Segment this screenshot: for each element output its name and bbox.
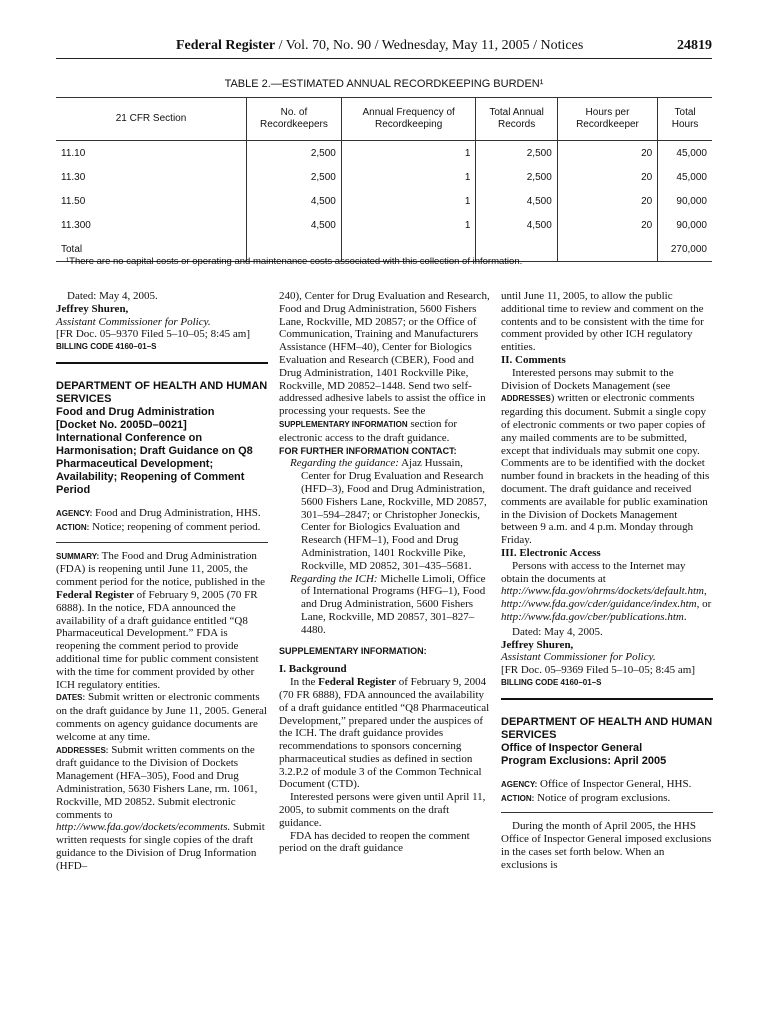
page-number: 24819 bbox=[677, 38, 712, 53]
running-header bbox=[176, 38, 583, 54]
table-cell: 4,500 bbox=[247, 189, 342, 213]
document-title: Program Exclusions: April 2005 bbox=[501, 754, 667, 767]
table-cell: 90,000 bbox=[658, 213, 712, 237]
signer-title: Assistant Commissioner for Policy. bbox=[501, 651, 656, 664]
dockets-link[interactable]: http://www.fda.gov/ohrms/dockets/default.htm bbox=[501, 585, 704, 598]
paragraph: Interested persons were given until April 11, 2005, to submit comments on the draft guidance. bbox=[279, 791, 486, 829]
agency-line: AGENCY: Food and Drug Administration, HHS. bbox=[56, 506, 261, 519]
table-cell: 1 bbox=[341, 189, 476, 213]
paragraph: Persons with access to the Internet may obtain the documents at http://www.fda.gov/ohrms/dockets/default.htm, http://www.fda.gov/cder/guidance/index.htm, or http://www.fda.gov/cber/publications.htm. bbox=[501, 559, 712, 623]
department-heading: DEPARTMENT OF HEALTH AND HUMAN SERVICES bbox=[56, 379, 268, 405]
comments-heading: II. Comments bbox=[501, 353, 566, 366]
column-header: 21 CFR Section bbox=[56, 98, 247, 141]
table-cell: 4,500 bbox=[247, 213, 342, 237]
table-cell: 2,500 bbox=[476, 141, 557, 166]
issue-info: / Vol. 70, No. 90 / Wednesday, May 11, 2005 / Notices bbox=[278, 38, 584, 53]
table-cell: 4,500 bbox=[476, 189, 557, 213]
dated-line: Dated: May 4, 2005. bbox=[67, 290, 158, 302]
divider bbox=[501, 812, 713, 813]
table-cell: 20 bbox=[557, 189, 657, 213]
table-cell: 1 bbox=[341, 165, 476, 189]
table-row bbox=[56, 141, 712, 166]
agency-line: AGENCY: Office of Inspector General, HHS. bbox=[501, 777, 692, 790]
table-cell: 11.50 bbox=[56, 189, 247, 213]
dates-paragraph: DATES: Submit written or electronic comments on the draft guidance by June 11, 2005. General comments on agency guidance documents are welcome at any time. bbox=[56, 691, 267, 743]
billing-code: BILLING CODE 4160–01–S bbox=[56, 342, 157, 352]
signer-title: Assistant Commissioner for Policy. bbox=[56, 315, 211, 328]
docket-number: [Docket No. 2005D–0021] bbox=[56, 418, 187, 431]
dated-line: Dated: May 4, 2005. bbox=[512, 625, 603, 638]
table-cell: 11.30 bbox=[56, 165, 247, 189]
contact-ich: Regarding the ICH: Michelle Limoli, Office of International Programs (HFG–1), Food and Drug Administration, 5600 Fishers Lane, Rockville, MD 20857, 301–827–4480. bbox=[290, 572, 486, 636]
divider bbox=[501, 698, 713, 700]
column-header: Hours per Recordkeeper bbox=[557, 98, 657, 141]
table-cell: 1 bbox=[341, 141, 476, 166]
table-title: TABLE 2.—ESTIMATED ANNUAL RECORDKEEPING BURDEN¹ bbox=[224, 78, 544, 90]
electronic-access-heading: III. Electronic Access bbox=[501, 546, 601, 559]
supplementary-heading: SUPPLEMENTARY INFORMATION: bbox=[279, 645, 427, 656]
table-row bbox=[56, 213, 712, 237]
table-cell: 20 bbox=[557, 165, 657, 189]
billing-code: BILLING CODE 4160–01–S bbox=[501, 677, 602, 687]
column-header: Total Hours bbox=[658, 98, 712, 141]
fr-doc-line: [FR Doc. 05–9370 Filed 5–10–05; 8:45 am] bbox=[56, 328, 251, 341]
action-line: ACTION: Notice; reopening of comment period. bbox=[56, 520, 261, 533]
table-cell: 90,000 bbox=[658, 189, 712, 213]
divider bbox=[56, 362, 268, 364]
action-line: ACTION: Notice of program exclusions. bbox=[501, 791, 671, 804]
table-row bbox=[56, 165, 712, 189]
table-cell: 11.300 bbox=[56, 213, 247, 237]
summary-paragraph: SUMMARY: The Food and Drug Administration (FDA) is reopening until June 11, 2005, the comment period for the notice, published in the Federal Register of February 9, 2005 (70 FR 6888). In the notice, FDA announced the availability of a draft guidance entitled “Q8 Pharmaceutical Development.” FDA is reopening the comment period to provide additional time for public comment consistent with the time for comment provided by other ICH regulatory entities. bbox=[56, 549, 265, 691]
addresses-paragraph: ADDRESSES: Submit written comments on the draft guidance to the Division of Dockets Management (HFA–305), Food and Drug Administration, 5630 Fishers Lane, rm. 1061, Rockville, MD 20852. Submit electronic comments to http://www.fda.gov/dockets/ecomments. Submit written requests for single copies of the draft guidance to the Division of Drug Information (HFD– bbox=[56, 743, 265, 872]
paragraph: Interested persons may submit to the Division of Dockets Management (see ADDRESSES) written or electronic comments regarding this document. Submit a single copy of electronic comments or two paper copies of any mailed comments are to be submitted, except that individuals may submit one copy. Comments are to be identified with the docket number found in brackets in the heading of this document. The draft guidance and received comments are available for public examination in the Division of Dockets Management between 9 a.m. and 4 p.m. Monday through Friday. bbox=[501, 366, 710, 547]
burden-table bbox=[56, 97, 712, 262]
fr-doc-line: [FR Doc. 05–9369 Filed 5–10–05; 8:45 am] bbox=[501, 664, 696, 677]
page-header bbox=[56, 38, 712, 59]
table-cell: 1 bbox=[341, 213, 476, 237]
column-1 bbox=[56, 290, 268, 873]
ecomments-link[interactable]: http://www.fda.gov/dockets/ecomments. bbox=[56, 821, 231, 834]
column-header: Annual Frequency of Recordkeeping bbox=[341, 98, 476, 141]
cber-publications-link[interactable]: http://www.fda.gov/cber/publications.htm bbox=[501, 610, 684, 623]
document-title: International Conference on Harmonisation; Draft Guidance on Q8 Pharmaceutical Development; Availability; Reopening of Comment Period bbox=[56, 431, 253, 496]
table-cell: 2,500 bbox=[476, 165, 557, 189]
table-cell: 4,500 bbox=[476, 213, 557, 237]
total-label: Total bbox=[56, 237, 247, 262]
table-row bbox=[56, 189, 712, 213]
table-cell: 2,500 bbox=[247, 141, 342, 166]
paragraph: During the month of April 2005, the HHS Office of Inspector General imposed exclusions in the cases set forth below. When an exclusions is bbox=[501, 820, 712, 871]
table-cell: 20 bbox=[557, 213, 657, 237]
contact-guidance: Regarding the guidance: Ajaz Hussain, Center for Drug Evaluation and Research (HFD–3), Food and Drug Administration, 5600 Fishers Lane, Rockville, MD 20857, 301–594–2847; or Christopher Joneckis, Center for Biologics Evaluation and Research (HFM–1), Food and Drug Administration, 1401 Rockville Pike, Rockville, MD 20852, 301–435–5681. bbox=[290, 457, 487, 572]
column-header: Total Annual Records bbox=[476, 98, 557, 141]
paragraph: FDA has decided to reopen the comment period on the draft guidance bbox=[279, 829, 470, 855]
table-footnote: ¹There are no capital costs or operating and maintenance costs associated with this collection of information. bbox=[66, 256, 523, 267]
column-3 bbox=[501, 290, 713, 871]
divider bbox=[56, 542, 268, 543]
table-cell: 11.10 bbox=[56, 141, 247, 166]
column-header: No. of Recordkeepers bbox=[247, 98, 342, 141]
signer-name: Jeffrey Shuren, bbox=[56, 302, 129, 315]
column-2 bbox=[279, 290, 491, 855]
table-header-row bbox=[56, 98, 712, 141]
cder-guidance-link[interactable]: http://www.fda.gov/cder/guidance/index.htm bbox=[501, 598, 697, 611]
agency-heading: Food and Drug Administration bbox=[56, 405, 215, 418]
background-heading: I. Background bbox=[279, 663, 347, 676]
journal-title: Federal Register bbox=[176, 38, 276, 53]
paragraph: until June 11, 2005, to allow the public additional time to review and comment on the contents and to be consistent with the time for comment provided by other ICH regulatory entities. bbox=[501, 290, 704, 354]
table-cell: 45,000 bbox=[658, 165, 712, 189]
paragraph: 240), Center for Drug Evaluation and Research, Food and Drug Administration, 5600 Fishers Lane, Rockville, MD 20857; or the Office of Communication, Training and Manufacturers Assistance (HFM–40), Center for Biologics Evaluation and Research (CBER), Food and Drug Administration, 1401 Rockville Pike, Rockville, MD 20852–1448. Send two self-addressed adhesive labels to assist the office in processing your requests. See the SUPPLEMENTARY INFORMATION section for electronic access to the draft guidance. bbox=[279, 290, 490, 444]
department-heading: DEPARTMENT OF HEALTH AND HUMAN SERVICES bbox=[501, 715, 713, 741]
paragraph: In the Federal Register of February 9, 2004 (70 FR 6888), FDA announced the availability of a draft guidance entitled “Q8 Pharmaceutical Development,” prepared under the auspices of the ICH. The draft guidance provides recommendations to sponsors concerning pharmaceutical studies as defined in section 3.2.P.2 of module 3 of the Common Technical Document (CTD). bbox=[279, 676, 490, 791]
contact-heading: FOR FURTHER INFORMATION CONTACT: bbox=[279, 445, 457, 456]
signer-name: Jeffrey Shuren, bbox=[501, 638, 574, 651]
table-cell: 20 bbox=[557, 141, 657, 166]
agency-heading: Office of Inspector General bbox=[501, 741, 643, 754]
table-cell: 45,000 bbox=[658, 141, 712, 166]
table-cell: 2,500 bbox=[247, 165, 342, 189]
total-value: 270,000 bbox=[658, 237, 712, 262]
